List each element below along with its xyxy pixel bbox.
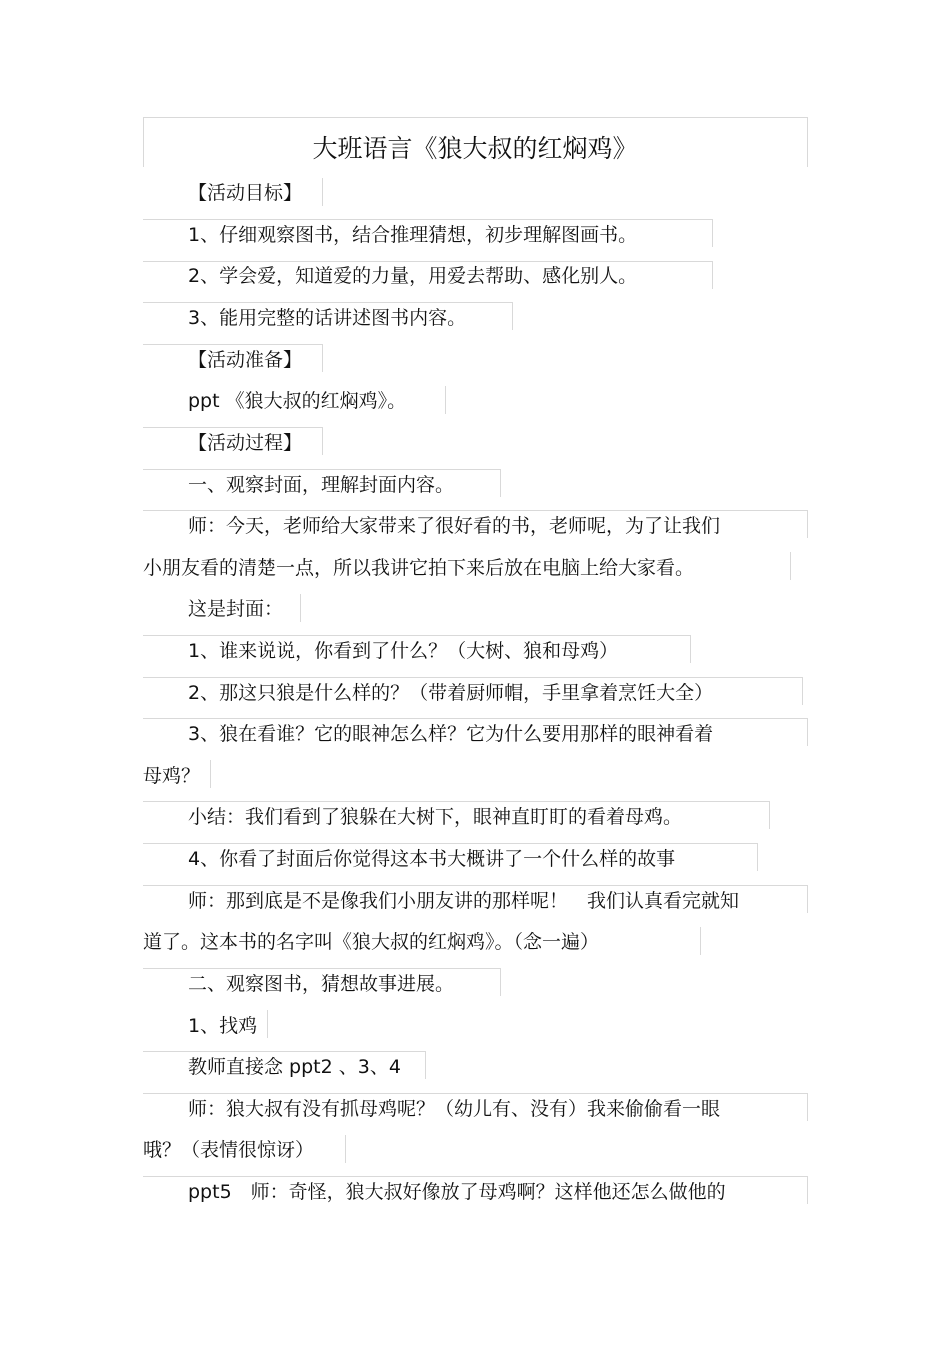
rule-23: [143, 1093, 808, 1094]
rule-right-22: [425, 1051, 426, 1079]
question-item-3: 3、狼在看谁？它的眼神怎么样？它为什么要用那样的眼神看着: [188, 723, 714, 745]
rule-4: [143, 302, 513, 303]
rule-right-21: [267, 1010, 268, 1038]
paragraph-line: 道了。这本书的名字叫《狼大叔的红焖鸡》。（念一遍）: [143, 931, 600, 953]
rule-9: [143, 510, 808, 511]
sub-step-1: 1、找鸡: [188, 1015, 258, 1037]
rule-right-20: [500, 968, 501, 996]
section-heading-goals: 【活动目标】: [188, 182, 303, 204]
rule-right-3: [712, 261, 713, 289]
rule-right-16: [769, 801, 770, 829]
rule-20: [143, 968, 501, 969]
rule-right-25: [807, 1176, 808, 1204]
rule-top: [143, 117, 808, 118]
rule-right-14: [807, 718, 808, 746]
goal-item-2: 2、学会爱，知道爱的力量，用爱去帮助、感化别人。: [188, 265, 638, 287]
section-heading-process: 【活动过程】: [188, 432, 303, 454]
rule-right-11: [300, 594, 301, 622]
rule-right-8: [500, 469, 501, 497]
rule-right-4: [512, 302, 513, 330]
rule-14: [143, 718, 808, 719]
rule-right-2: [712, 219, 713, 247]
rule-right-6: [445, 386, 446, 414]
summary-line: 小结：我们看到了狼躲在大树下，眼神直盯盯的看着母鸡。: [188, 806, 683, 828]
rule-3: [143, 261, 713, 262]
rule-right-19: [700, 927, 701, 955]
section-heading-preparation: 【活动准备】: [188, 349, 303, 371]
rule-right-23: [807, 1093, 808, 1121]
rule-right-13: [802, 677, 803, 705]
document-title: 大班语言《狼大叔的红焖鸡》: [312, 134, 638, 163]
rule-12: [143, 635, 690, 636]
process-step-2-heading: 二、观察图书，猜想故事进展。: [188, 973, 455, 995]
preparation-item: ppt 《狼大叔的红焖鸡》。: [188, 390, 407, 412]
question-item-4: 4、你看了封面后你觉得这本书大概讲了一个什么样的故事: [188, 848, 676, 870]
paragraph-line: 师：狼大叔有没有抓母鸡呢？（幼儿有、没有）我来偷偷看一眼: [188, 1098, 721, 1120]
rule-right-5: [322, 344, 323, 372]
goal-item-1: 1、仔细观察图书，结合推理猜想，初步理解图画书。: [188, 224, 638, 246]
rule-22: [143, 1051, 426, 1052]
rule-18: [143, 885, 808, 886]
rule-7: [143, 427, 323, 428]
rule-5: [143, 344, 323, 345]
paragraph-line: 师：那到底是不是像我们小朋友讲的那样呢！ 我们认真看完就知: [188, 890, 740, 912]
paragraph-line: 小朋友看的清楚一点，所以我讲它拍下来后放在电脑上给大家看。: [143, 557, 695, 579]
rule-8: [143, 469, 501, 470]
rule-right-9: [807, 510, 808, 538]
question-item-1: 1、谁来说说，你看到了什么？（大树、狼和母鸡）: [188, 640, 619, 662]
rule-right-1: [322, 178, 323, 206]
process-step-1-heading: 一、观察封面，理解封面内容。: [188, 474, 455, 496]
rule-right-18: [807, 885, 808, 913]
rule-13: [143, 677, 803, 678]
rule-right-7: [322, 427, 323, 455]
rule-right-24: [345, 1135, 346, 1163]
paragraph-line: 这是封面：: [188, 598, 284, 620]
rule-16: [143, 801, 770, 802]
goal-item-3: 3、能用完整的话讲述图书内容。: [188, 307, 467, 329]
rule-17: [143, 843, 758, 844]
rule-right-12: [690, 635, 691, 663]
rule-right-15: [210, 760, 211, 788]
rule-right-17: [757, 843, 758, 871]
rule-right-10: [790, 552, 791, 580]
rule-25: [143, 1176, 808, 1177]
paragraph-line: ppt5 师：奇怪，狼大叔好像放了母鸡啊？这样他还怎么做他的: [188, 1181, 726, 1203]
rule-2: [143, 219, 713, 220]
paragraph-line: 教师直接念 ppt2 、3、4: [188, 1056, 401, 1078]
paragraph-line: 哦？（表情很惊讶）: [143, 1139, 315, 1161]
question-item-2: 2、那这只狼是什么样的？（带着厨师帽，手里拿着烹饪大全）: [188, 682, 714, 704]
paragraph-line: 师：今天，老师给大家带来了很好看的书，老师呢，为了让我们: [188, 515, 721, 537]
paragraph-line: 母鸡？: [143, 765, 201, 787]
